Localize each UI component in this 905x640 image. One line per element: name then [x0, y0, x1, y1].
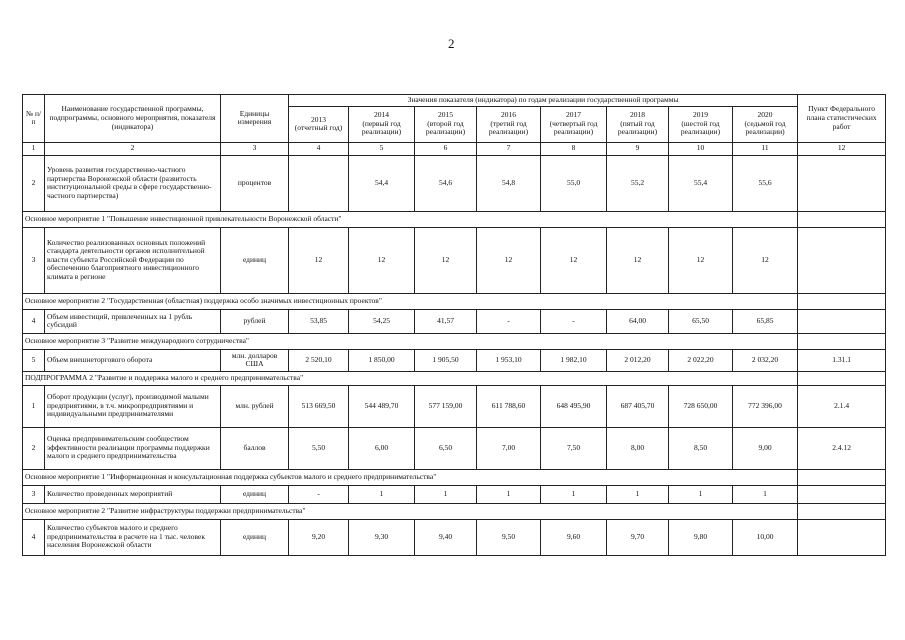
- plan-item: [798, 519, 886, 555]
- column-numbers-row: [23, 142, 886, 155]
- table-row: [23, 427, 886, 469]
- header-year: 2014 (первый год реализации): [349, 106, 415, 142]
- value-cell: 1 905,50: [415, 349, 477, 371]
- indicator-unit: млн. рублей: [221, 385, 289, 427]
- column-number: 1: [23, 142, 45, 155]
- value-cell: 65,50: [669, 309, 733, 333]
- value-cell: 1: [541, 485, 607, 503]
- value-cell: 7,00: [477, 427, 541, 469]
- row-number: 5: [23, 349, 45, 371]
- header-year: 2017 (четвертый год реализации): [541, 106, 607, 142]
- subprogram-row: [23, 371, 886, 385]
- column-number: 2: [45, 142, 221, 155]
- value-cell: 55,6: [733, 155, 798, 211]
- value-cell: 64,00: [607, 309, 669, 333]
- section-row: [23, 503, 886, 519]
- value-cell: 54,6: [415, 155, 477, 211]
- section-title: Основное мероприятие 3 "Развитие международного сотрудничества": [23, 333, 798, 349]
- value-cell: 1: [607, 485, 669, 503]
- header-year: 2015 (второй год реализации): [415, 106, 477, 142]
- value-cell: 2 022,20: [669, 349, 733, 371]
- value-cell: 9,70: [607, 519, 669, 555]
- value-cell: -: [477, 309, 541, 333]
- indicator-unit: единиц: [221, 485, 289, 503]
- value-cell: -: [541, 309, 607, 333]
- column-number: 7: [477, 142, 541, 155]
- column-number: 12: [798, 142, 886, 155]
- header-year: 2013 (отчетный год): [289, 106, 349, 142]
- table-row: [23, 309, 886, 333]
- section-title: Основное мероприятие 2 "Государственная (областная) поддержка особо значимых инвестиционных проектов": [23, 293, 798, 309]
- indicator-unit: млн. долларов США: [221, 349, 289, 371]
- value-cell: -: [289, 485, 349, 503]
- value-cell: 687 405,70: [607, 385, 669, 427]
- value-cell: 9,60: [541, 519, 607, 555]
- column-number: 5: [349, 142, 415, 155]
- empty-cell: [798, 293, 886, 309]
- column-number: 6: [415, 142, 477, 155]
- row-number: 2: [23, 427, 45, 469]
- value-cell: 12: [415, 227, 477, 293]
- value-cell: 2 520,10: [289, 349, 349, 371]
- value-cell: 1 953,10: [477, 349, 541, 371]
- value-cell: 41,57: [415, 309, 477, 333]
- value-cell: 1 850,00: [349, 349, 415, 371]
- value-cell: 54,25: [349, 309, 415, 333]
- indicator-name: Количество субъектов малого и среднего предпринимательства в расчете на 1 тыс. человек населения Воронежской области: [45, 519, 221, 555]
- indicators-table: [22, 94, 886, 556]
- indicator-unit: единиц: [221, 227, 289, 293]
- value-cell: 6,00: [349, 427, 415, 469]
- section-row: [23, 293, 886, 309]
- value-cell: 9,20: [289, 519, 349, 555]
- header-values-group: Значения показателя (индикатора) по годам реализации государственной программы: [289, 95, 798, 107]
- value-cell: 12: [477, 227, 541, 293]
- table-row: [23, 349, 886, 371]
- plan-item: [798, 155, 886, 211]
- value-cell: 8,00: [607, 427, 669, 469]
- value-cell: 648 495,90: [541, 385, 607, 427]
- header-name: Наименование государственной программы, подпрограммы, основного мероприятия, показателя (индикатора): [45, 95, 221, 143]
- indicator-name: Объем инвестиций, привлеченных на 1 рубль субсидий: [45, 309, 221, 333]
- header-unit: Единицы измерения: [221, 95, 289, 143]
- table-row: [23, 155, 886, 211]
- value-cell: 728 650,00: [669, 385, 733, 427]
- column-number: 8: [541, 142, 607, 155]
- row-number: 3: [23, 485, 45, 503]
- value-cell: 7,50: [541, 427, 607, 469]
- value-cell: 55,2: [607, 155, 669, 211]
- plan-item: [798, 485, 886, 503]
- header-year: 2020 (седьмой год реализации): [733, 106, 798, 142]
- subprogram-title: ПОДПРОГРАММА 2 "Развитие и поддержка малого и среднего предпринимательства": [23, 371, 798, 385]
- value-cell: 12: [607, 227, 669, 293]
- value-cell: 772 396,00: [733, 385, 798, 427]
- value-cell: 12: [541, 227, 607, 293]
- table-row: [23, 385, 886, 427]
- section-title: Основное мероприятие 1 "Информационная и консультационная поддержка субъектов малого и среднего предпринимательства": [23, 469, 798, 485]
- value-cell: 54,4: [349, 155, 415, 211]
- value-cell: 9,40: [415, 519, 477, 555]
- value-cell: 577 159,00: [415, 385, 477, 427]
- indicator-unit: баллов: [221, 427, 289, 469]
- value-cell: 513 669,50: [289, 385, 349, 427]
- value-cell: 12: [289, 227, 349, 293]
- value-cell: 9,00: [733, 427, 798, 469]
- value-cell: 8,50: [669, 427, 733, 469]
- value-cell: 9,50: [477, 519, 541, 555]
- column-number: 3: [221, 142, 289, 155]
- value-cell: 1: [733, 485, 798, 503]
- value-cell: 55,0: [541, 155, 607, 211]
- row-number: 4: [23, 519, 45, 555]
- table-row: [23, 519, 886, 555]
- value-cell: 1 982,10: [541, 349, 607, 371]
- empty-cell: [798, 211, 886, 227]
- empty-cell: [798, 333, 886, 349]
- row-number: 2: [23, 155, 45, 211]
- indicator-name: Объем внешнеторгового оборота: [45, 349, 221, 371]
- value-cell: 1: [415, 485, 477, 503]
- value-cell: 6,50: [415, 427, 477, 469]
- value-cell: 12: [669, 227, 733, 293]
- column-number: 9: [607, 142, 669, 155]
- value-cell: 54,8: [477, 155, 541, 211]
- section-title: Основное мероприятие 1 "Повышение инвестиционной привлекательности Воронежской области": [23, 211, 798, 227]
- row-number: 4: [23, 309, 45, 333]
- row-number: 1: [23, 385, 45, 427]
- empty-cell: [798, 371, 886, 385]
- empty-cell: [798, 503, 886, 519]
- value-cell: 10,00: [733, 519, 798, 555]
- indicator-name: Количество проведенных мероприятий: [45, 485, 221, 503]
- section-row: [23, 469, 886, 485]
- plan-item: 2.1.4: [798, 385, 886, 427]
- plan-item: 2.4.12: [798, 427, 886, 469]
- indicator-unit: рублей: [221, 309, 289, 333]
- indicator-unit: единиц: [221, 519, 289, 555]
- value-cell: 12: [349, 227, 415, 293]
- column-number: 4: [289, 142, 349, 155]
- table-row: [23, 485, 886, 503]
- header-year: 2018 (пятый год реализации): [607, 106, 669, 142]
- header-plan: Пункт Федерального плана статистических работ: [798, 95, 886, 143]
- value-cell: 5,50: [289, 427, 349, 469]
- value-cell: 1: [669, 485, 733, 503]
- indicator-name: Количество реализованных основных положений стандарта деятельности органов исполнительной власти субъекта Российской Федерации по обеспечению благоприятного инвестиционного климата в регионе: [45, 227, 221, 293]
- value-cell: 1: [477, 485, 541, 503]
- row-number: 3: [23, 227, 45, 293]
- table-row: [23, 227, 886, 293]
- column-number: 10: [669, 142, 733, 155]
- value-cell: 65,85: [733, 309, 798, 333]
- page-number: 2: [448, 36, 455, 51]
- column-number: 11: [733, 142, 798, 155]
- section-row: [23, 211, 886, 227]
- value-cell: 2 032,20: [733, 349, 798, 371]
- indicator-name: Оценка предпринимательским сообществом эффективности реализации программы поддержки малого и среднего предпринимательства: [45, 427, 221, 469]
- plan-item: [798, 309, 886, 333]
- header-row-1: [23, 95, 886, 107]
- indicator-unit: процентов: [221, 155, 289, 211]
- value-cell: 55,4: [669, 155, 733, 211]
- value-cell: 9,30: [349, 519, 415, 555]
- plan-item: [798, 227, 886, 293]
- indicator-name: Оборот продукции (услуг), производимой малыми предприятиями, в т.ч. микропредприятиями и индивидуальными предпринимателями: [45, 385, 221, 427]
- header-year: 2019 (шестой год реализации): [669, 106, 733, 142]
- value-cell: 611 788,60: [477, 385, 541, 427]
- header-num: № п/п: [23, 95, 45, 143]
- section-row: [23, 333, 886, 349]
- value-cell: 1: [349, 485, 415, 503]
- value-cell: 9,80: [669, 519, 733, 555]
- section-title: Основное мероприятие 2 "Развитие инфраструктуры поддержки предпринимательства": [23, 503, 798, 519]
- value-cell: 2 012,20: [607, 349, 669, 371]
- empty-cell: [798, 469, 886, 485]
- value-cell: 12: [733, 227, 798, 293]
- value-cell: 53,85: [289, 309, 349, 333]
- value-cell: [289, 155, 349, 211]
- header-year: 2016 (третий год реализации): [477, 106, 541, 142]
- plan-item: 1.31.1: [798, 349, 886, 371]
- value-cell: 544 489,70: [349, 385, 415, 427]
- indicator-name: Уровень развития государственно-частного партнерства Воронежской области (развитость институциональной среды в сфере государственно-частного партнерства): [45, 155, 221, 211]
